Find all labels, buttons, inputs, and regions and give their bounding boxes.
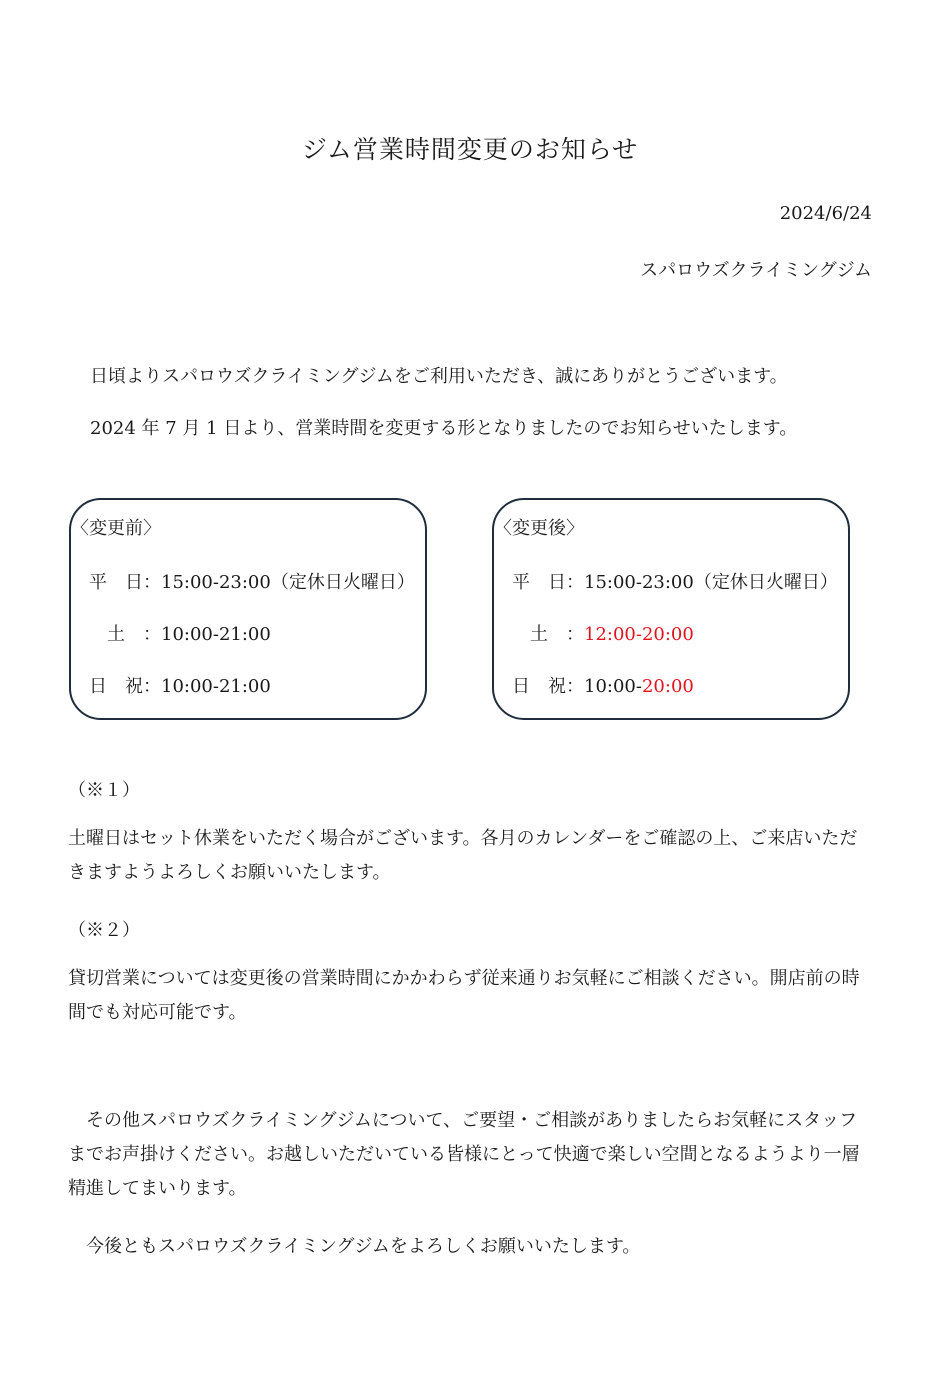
after-hours-box	[492, 498, 850, 720]
after-saturday-row	[530, 620, 694, 646]
before-holiday-row	[89, 672, 271, 698]
after-holiday-row	[512, 672, 694, 698]
note-2-heading: （※２）	[68, 920, 140, 941]
page-title: ジム営業時間変更のお知らせ	[301, 135, 639, 164]
closing-paragraph: その他スパロウズクライミングジムについて、ご要望・ご相談がありましたらお気軽にスタッフまでお声掛けください。お越しいただいている皆様にとって快適で楽しい空間となるようより一層精進してまいります。	[68, 1110, 860, 1199]
intro-line-1: 日頃よりスパロウズクライミングジムをご利用いただき、誠にありがとうございます。	[90, 366, 788, 387]
before-hours-box	[69, 498, 427, 720]
holiday-label: 日 祝：	[512, 676, 584, 697]
organization-name: スパロウズクライミングジム	[640, 260, 872, 281]
closing-final: 今後ともスパロウズクライミングジムをよろしくお願いいたします。	[86, 1236, 641, 1257]
saturday-hours: 10:00-21:00	[161, 624, 271, 645]
before-heading: 〈変更前〉	[71, 518, 161, 539]
saturday-hours-changed: 12:00-20:00	[584, 624, 694, 645]
holiday-hours: 10:00-21:00	[161, 676, 271, 697]
before-weekday-row	[89, 568, 415, 594]
weekday-hours: 15:00-23:00（定休日火曜日）	[584, 572, 838, 593]
after-heading: 〈変更後〉	[494, 518, 584, 539]
before-saturday-row	[107, 620, 271, 646]
holiday-hours-end-changed: 20:00	[641, 676, 694, 697]
saturday-label: 土 ：	[530, 624, 584, 645]
note-1-heading: （※１）	[68, 780, 140, 801]
note-2-text: 貸切営業については変更後の営業時間にかかわらず従来通りお気軽にご相談ください。開店前の時間でも対応可能です。	[68, 968, 860, 1023]
holiday-label: 日 祝：	[89, 676, 161, 697]
holiday-hours-start: 10:00-	[584, 676, 642, 697]
note-1-text: 土曜日はセット休業をいただく場合がございます。各月のカレンダーをご確認の上、ご来店いただきますようよろしくお願いいたします。	[68, 828, 858, 883]
weekday-label: 平 日：	[89, 572, 161, 593]
after-weekday-row	[512, 568, 838, 594]
saturday-label: 土 ：	[107, 624, 161, 645]
intro-line-2: 2024 年 7 月 1 日より、営業時間を変更する形となりましたのでお知らせいたします。	[90, 418, 798, 439]
weekday-hours: 15:00-23:00（定休日火曜日）	[161, 572, 415, 593]
notice-date: 2024/6/24	[779, 203, 872, 224]
weekday-label: 平 日：	[512, 572, 584, 593]
